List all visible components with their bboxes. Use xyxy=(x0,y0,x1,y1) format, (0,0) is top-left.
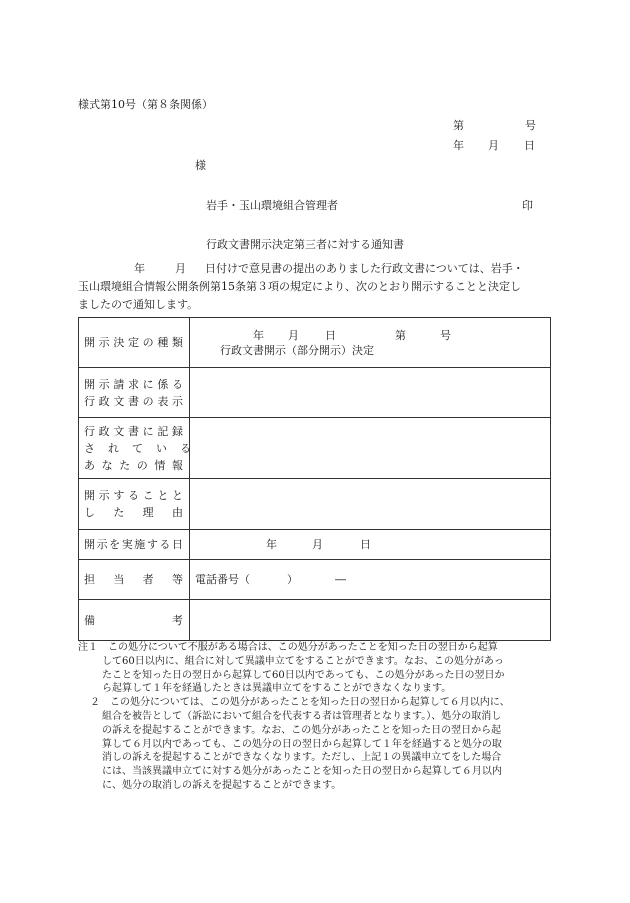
implementation-day: 日 xyxy=(360,537,371,551)
value-your-information xyxy=(190,418,551,479)
addressee-suffix: 様 xyxy=(195,159,206,172)
label-line: 開示を実施する日 xyxy=(84,538,184,551)
value-decision-type xyxy=(190,318,551,368)
decision-no-prefix: 第 xyxy=(395,328,406,342)
note-line: して60日以内に、組合に対して異議申立てをすることができます。なお、この処分があっ xyxy=(102,655,504,667)
document-title: 行政文書開示決定第三者に対する通知書 xyxy=(206,238,404,251)
doc-number-prefix: 第 xyxy=(453,119,464,132)
phone-close-paren: ） xyxy=(287,572,298,586)
row-contact-person xyxy=(79,560,551,600)
intro-year: 年 xyxy=(134,262,145,275)
implementation-year: 年 xyxy=(266,537,277,551)
label-line: 開示決定の種類 xyxy=(84,336,184,349)
note-line: ら起算して１年を経過したときは異議申立てをすることができなくなります。 xyxy=(102,683,452,695)
notice-table xyxy=(78,317,551,641)
label-line: あなたの情報 xyxy=(84,458,184,472)
doc-number-suffix: 号 xyxy=(525,119,536,132)
label-remarks xyxy=(79,600,190,641)
label-line: 行政文書に記録 xyxy=(84,424,184,438)
label-line: さ れ て い る xyxy=(84,441,192,455)
value-document-display xyxy=(190,368,551,418)
note-line: 算して６月以内であっても、この処分の日の翌日から起算して１年を経過すると処分の取 xyxy=(102,738,502,750)
note-2-head: ２ この処分については、この処分があったことを知った日の翌日から起算して６月以内に、 xyxy=(90,697,510,709)
intro-month: 月 xyxy=(175,262,186,275)
label-document-display xyxy=(79,368,190,418)
header-date-year: 年 xyxy=(453,139,464,152)
label-line: 開示請求に係る xyxy=(84,377,184,391)
decision-date-day: 日 xyxy=(325,328,336,342)
row-document-display xyxy=(79,368,551,418)
form-number: 様式第10号（第８条関係） xyxy=(78,98,213,111)
note-line: 組合を被告として（訴訟において組合を代表する者は管理者となります。）、処分の取消し xyxy=(102,710,502,722)
label-line: 行政文書の表示 xyxy=(84,394,184,408)
implementation-month: 月 xyxy=(312,537,323,551)
intro-line-3: ましたので通知します。 xyxy=(78,298,199,311)
row-remarks xyxy=(79,600,551,641)
phone-dash: ― xyxy=(335,572,346,586)
value-remarks xyxy=(190,600,551,641)
header-date-month: 月 xyxy=(488,139,499,152)
value-implementation-date xyxy=(190,530,551,560)
label-contact-person xyxy=(79,560,190,600)
phone-label: 電話番号（ xyxy=(195,572,250,586)
label-decision-type xyxy=(79,318,190,368)
intro-line-2: 玉山環境組合情報公開条例第15条第３項の規定により、次のとおり開示することと決定し xyxy=(78,280,521,293)
label-line: 担 当 者 等 xyxy=(84,573,184,586)
value-disclosure-reason xyxy=(190,479,551,530)
row-decision-type xyxy=(79,318,551,368)
intro-line-1: 日付けで意見書の提出のありました行政文書については、岩手・ xyxy=(205,262,524,275)
note-line: には、当該異議申立てに対する処分があったことを知った日の翌日から起算して６月以内 xyxy=(102,766,502,778)
label-implementation-date xyxy=(79,530,190,560)
decision-date-year: 年 xyxy=(253,328,264,342)
row-disclosure-reason xyxy=(79,479,551,530)
issuer-name: 岩手・玉山環境組合管理者 xyxy=(206,199,338,212)
row-implementation-date xyxy=(79,530,551,560)
note-line: の訴えを提起することができます。なお、この処分があったことを知った日の翌日から起 xyxy=(102,724,502,736)
label-disclosure-reason xyxy=(79,479,190,530)
value-contact-person xyxy=(190,560,551,600)
notes-section xyxy=(78,641,552,793)
row-your-information xyxy=(79,418,551,479)
label-line: 開示することと xyxy=(84,489,184,502)
note-1-head: 注１ この処分について不服がある場合は、この処分があったことを知った日の翌日から起算 xyxy=(78,642,498,653)
label-line: 備 考 xyxy=(84,613,184,627)
seal-mark: 印 xyxy=(522,199,533,212)
decision-type-value: 行政文書開示（部分開示）決定 xyxy=(220,343,374,357)
decision-no-suffix: 号 xyxy=(440,328,451,342)
label-line: し た 理 由 xyxy=(84,506,184,519)
note-line: に、処分の取消しの訴えを提起することができます。 xyxy=(102,779,342,791)
note-line: たことを知った日の翌日から起算して60日以内であっても、この処分があった日の翌日か xyxy=(102,669,505,681)
header-date-day: 日 xyxy=(524,139,535,152)
decision-date-month: 月 xyxy=(288,328,299,342)
note-line: 消しの訴えを提起することができなくなります。ただし、上記１の異議申立てをした場合 xyxy=(102,752,502,764)
label-your-information xyxy=(79,418,190,479)
